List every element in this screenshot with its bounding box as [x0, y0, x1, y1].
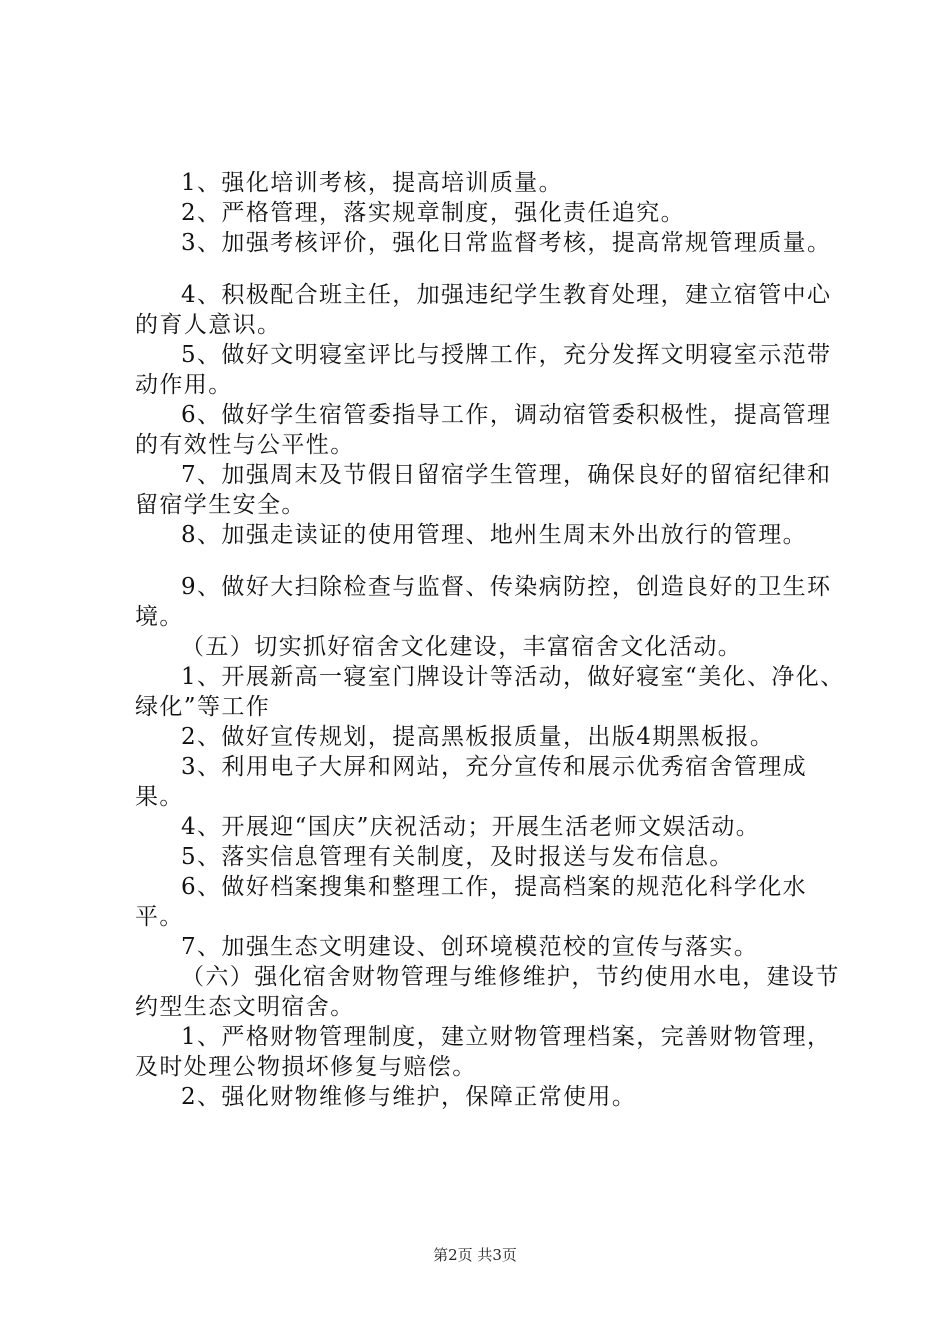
paragraph-9: 9、做好大扫除检查与监督、传染病防控，创造良好的卫生环境。 — [135, 574, 832, 630]
paragraph-15: 5、落实信息管理有关制度，及时报送与发布信息。 — [181, 844, 734, 870]
paragraph-11: 1、开展新高一寝室门牌设计等活动，做好寝室“美化、净化、绿化”等工作 — [135, 664, 845, 720]
paragraph-7: 7、加强周末及节假日留宿学生管理，确保良好的留宿纪律和留宿学生安全。 — [135, 462, 832, 518]
paragraph-14: 4、开展迎“国庆”庆祝活动；开展生活老师文娱活动。 — [181, 814, 761, 840]
section-heading-5: （五）切实抓好宿舍文化建设，丰富宿舍文化活动。 — [181, 634, 743, 660]
page-footer: 第2页 共3页 — [433, 1246, 517, 1264]
paragraph-2: 2、严格管理，落实规章制度，强化责任追究。 — [181, 200, 686, 226]
section-heading-6: （六）强化宿舍财物管理与维修维护，节约使用水电，建设节约型生态文明宿舍。 — [135, 964, 840, 1020]
paragraph-4: 4、积极配合班主任，加强违纪学生教育处理，建立宿管中心的育人意识。 — [135, 282, 832, 338]
paragraph-3: 3、加强考核评价，强化日常监督考核，提高常规管理质量。 — [181, 230, 832, 256]
paragraph-1: 1、强化培训考核，提高培训质量。 — [181, 170, 564, 196]
paragraph-20: 2、强化财物维修与维护，保障正常使用。 — [181, 1084, 637, 1110]
paragraph-8: 8、加强走读证的使用管理、地州生周末外出放行的管理。 — [181, 522, 808, 548]
paragraph-17: 7、加强生态文明建设、创环境模范校的宣传与落实。 — [181, 934, 759, 960]
paragraph-6: 6、做好学生宿管委指导工作，调动宿管委积极性，提高管理的有效性与公平性。 — [135, 402, 832, 458]
paragraph-5: 5、做好文明寝室评比与授牌工作，充分发挥文明寝室示范带动作用。 — [135, 342, 832, 398]
paragraph-12: 2、做好宣传规划，提高黑板报质量，出版4期黑板报。 — [181, 724, 775, 750]
paragraph-16: 6、做好档案搜集和整理工作，提高档案的规范化科学化水平。 — [135, 874, 808, 930]
document-body — [135, 168, 847, 1112]
paragraph-13: 3、利用电子大屏和网站，充分宣传和展示优秀宿舍管理成果。 — [135, 754, 808, 810]
paragraph-19: 1、严格财物管理制度，建立财物管理档案，完善财物管理，及时处理公物损坏修复与赔偿。 — [135, 1024, 832, 1080]
